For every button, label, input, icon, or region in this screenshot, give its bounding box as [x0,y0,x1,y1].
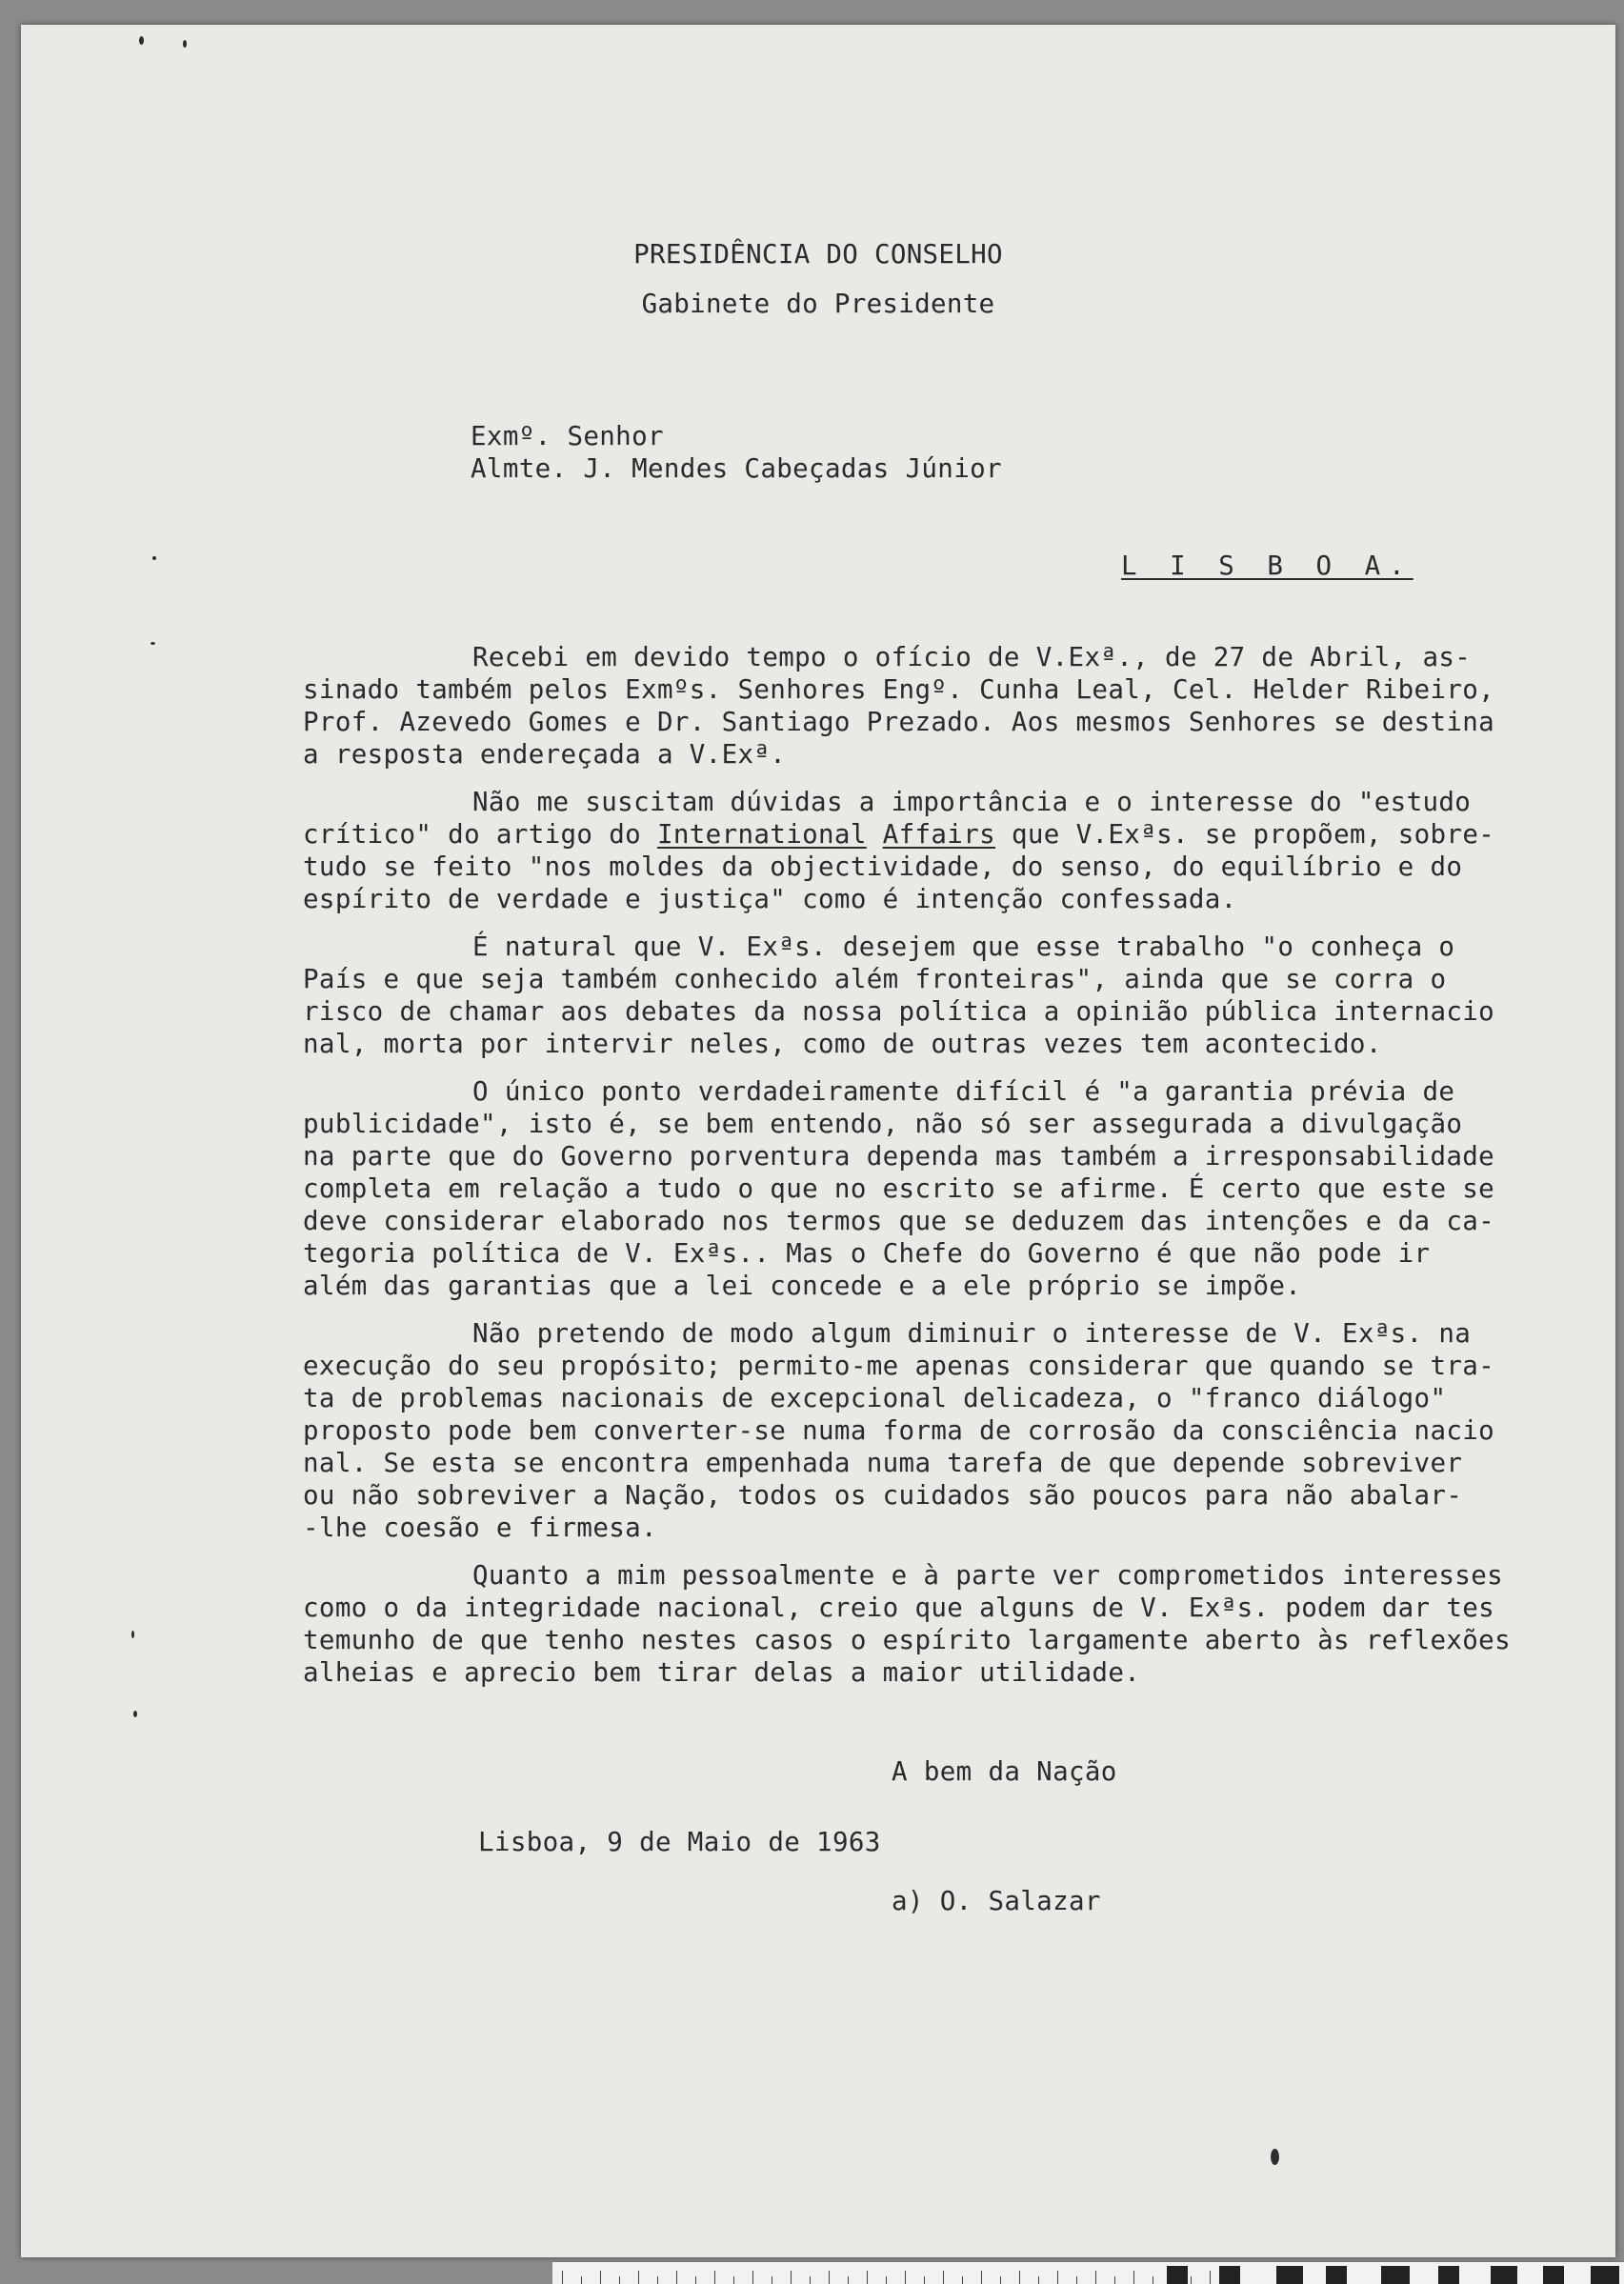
letter-page [21,25,1615,2257]
underlined-journal-word: Affairs [882,819,996,850]
paragraph-3-line: É natural que V. Exªs. desejem que esse trabalho "o conheça o [472,932,1455,962]
ruler-block [1591,2266,1619,2284]
ruler-block [1167,2266,1188,2284]
paragraph-4-line: O único ponto verdadeiramente difícil é "a garantia prévia de [472,1076,1455,1107]
paper-speck [1271,2149,1279,2165]
signature: a) O. Salazar [892,1886,1101,1916]
place-and-date: Lisboa, 9 de Maio de 1963 [478,1827,881,1857]
paragraph-4-line: na parte que do Governo porventura dependa mas também a irresponsabilidade [303,1141,1495,1172]
paragraph-5-line: proposto pode bem converter-se numa forma de corrosão da consciência nacio [303,1415,1495,1446]
ruler-tick [829,2271,830,2284]
paragraph-4-line: além das garantias que a lei concede e a ele próprio se impõe. [303,1271,1302,1301]
recipient-city: L I S B O A. [1121,551,1413,581]
ruler-tick [600,2271,601,2284]
letterhead-subtitle: Gabinete do Presidente [641,289,995,319]
ruler-tick [981,2271,982,2284]
paper-speck [152,556,156,560]
text-run: crítico" do artigo do [303,819,657,850]
paragraph-2-line [303,819,1494,850]
underlined-journal-word: International [656,819,867,850]
paragraph-4-line: tegoria política de V. Exªs.. Mas o Chefe do Governo é que não pode ir [303,1238,1431,1269]
ruler-tick [905,2271,906,2284]
paragraph-4-line: completa em relação a tudo o que no escrito se afirme. É certo que este se [303,1173,1495,1204]
ruler-tick [867,2271,868,2284]
ruler-block [1543,2266,1564,2284]
paragraph-4-line: deve considerar elaborado nos termos que se deduzem das intenções e da ca- [303,1206,1495,1236]
ruler-tick [676,2271,677,2284]
ruler-tick [1210,2271,1211,2284]
ruler-tick [1057,2271,1058,2284]
paragraph-5-line: Não pretendo de modo algum diminuir o interesse de V. Exªs. na [472,1318,1472,1349]
paragraph-4-line: publicidade", isto é, se bem entendo, não só ser assegurada a divulgação [303,1109,1463,1139]
paragraph-3-line: risco de chamar aos debates da nossa política a opinião pública internacio [303,996,1495,1027]
paragraph-1-line: a resposta endereçada a V.Exª. [303,739,787,770]
text-run: que V.Exªs. se propõem, sobre- [995,819,1495,850]
ruler-tick [1095,2271,1096,2284]
salutation: Exmº. Senhor [471,421,664,451]
text-run [867,819,883,850]
paper-speck [139,36,144,45]
paper-speck [131,1631,134,1638]
paragraph-1-line: Prof. Azevedo Gomes e Dr. Santiago Prezado. Aos mesmos Senhores se destina [303,707,1495,737]
recipient-name: Almte. J. Mendes Cabeçadas Júnior [471,453,1002,484]
paragraph-2-line: tudo se feito "nos moldes da objectividade, do senso, do equilíbrio e do [303,851,1463,882]
paragraph-2-line: Não me suscitam dúvidas a importância e o interesse do "estudo [472,787,1472,817]
ruler-tick [562,2271,563,2284]
ruler-tick [943,2271,944,2284]
ruler-block [1276,2266,1303,2284]
paper-speck [133,1711,137,1717]
paragraph-1-line: Recebi em devido tempo o ofício de V.Exª., de 27 de Abril, as- [472,642,1472,672]
ruler-tick [638,2271,639,2284]
paragraph-5-line: execução do seu propósito; permito-me apenas considerar que quando se tra- [303,1351,1495,1381]
paper-speck [183,40,187,48]
paragraph-3-line: País e que seja também conhecido além fronteiras", ainda que se corra o [303,964,1447,994]
paragraph-6-line: alheias e aprecio bem tirar delas a maior utilidade. [303,1657,1141,1688]
paragraph-6-line: temunho de que tenho nestes casos o espírito largamente aberto às reflexões [303,1625,1511,1655]
ruler-block [1438,2266,1459,2284]
ruler-block [1381,2266,1410,2284]
ruler-block [1491,2266,1517,2284]
valediction: A bem da Nação [892,1756,1117,1787]
ruler-tick [714,2271,715,2284]
ruler-block [1326,2266,1347,2284]
ruler-tick [1019,2271,1020,2284]
scale-ruler [552,2261,1624,2284]
paragraph-1-line: sinado também pelos Exmºs. Senhores Engº. Cunha Leal, Cel. Helder Ribeiro, [303,674,1495,705]
paragraph-5-line: nal. Se esta se encontra empenhada numa tarefa de que depende sobreviver [303,1448,1463,1478]
paragraph-6-line: Quanto a mim pessoalmente e à parte ver comprometidos interesses [472,1560,1504,1591]
ruler-tick [791,2271,792,2284]
paper-speck [150,642,155,645]
paragraph-6-line: como o da integridade nacional, creio que alguns de V. Exªs. podem dar tes [303,1593,1495,1623]
paragraph-5-line: -lhe coesão e firmesa. [303,1513,657,1543]
letterhead-title: PRESIDÊNCIA DO CONSELHO [633,239,1003,270]
paragraph-3-line: nal, morta por intervir neles, como de outras vezes tem acontecido. [303,1029,1382,1059]
ruler-tick [1133,2271,1134,2284]
ruler-tick [752,2271,753,2284]
paragraph-5-line: ta de problemas nacionais de excepcional delicadeza, o "franco diálogo" [303,1383,1447,1413]
ruler-block [1219,2266,1240,2284]
paragraph-5-line: ou não sobreviver a Nação, todos os cuidados são poucos para não abalar- [303,1480,1463,1511]
paragraph-2-line: espírito de verdade e justiça" como é intenção confessada. [303,884,1237,914]
